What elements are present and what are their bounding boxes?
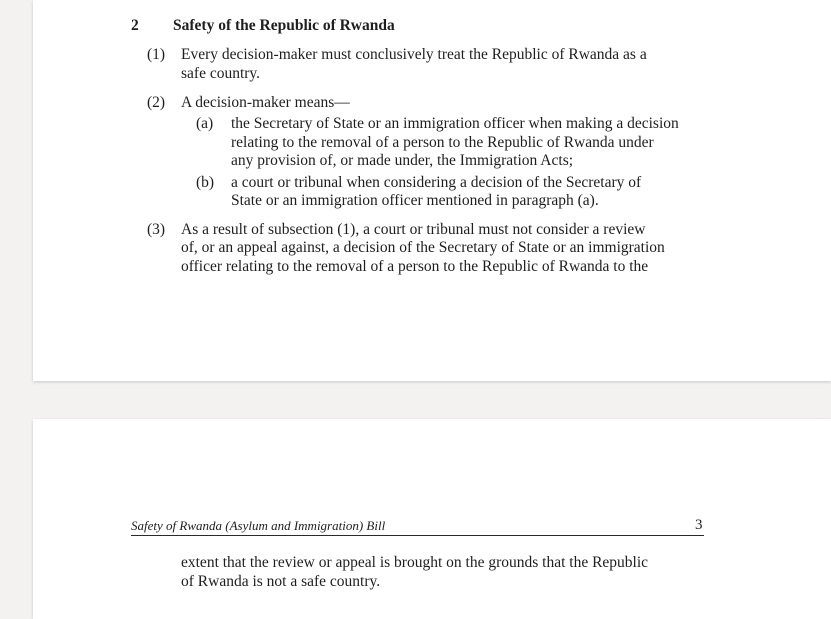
subsection-label-3: (3) <box>147 221 166 238</box>
paragraph-a-line-1: the Secretary of State or an immigration officer when making a decision <box>231 115 679 132</box>
paragraph-b-line-2: State or an immigration officer mentioned in paragraph (a). <box>231 192 599 209</box>
running-header-title: Safety of Rwanda (Asylum and Immigration) Bill <box>131 518 386 533</box>
subsection-2-line-1: A decision-maker means— <box>181 94 350 111</box>
subsection-3-line-3: officer relating to the removal of a person to the Republic of Rwanda to the <box>181 258 649 275</box>
subsection-1-line-1: Every decision-maker must conclusively treat the Republic of Rwanda as a <box>181 46 647 63</box>
continuation-line-1: extent that the review or appeal is brought on the grounds that the Republic <box>181 554 649 571</box>
subsection-label-1: (1) <box>147 46 166 63</box>
section-heading: Safety of the Republic of Rwanda <box>173 17 395 34</box>
section-number: 2 <box>131 17 139 34</box>
subsection-3-line-2: of, or an appeal against, a decision of the Secretary of State or an immigration <box>181 239 665 256</box>
paragraph-label-b: (b) <box>196 174 215 191</box>
subsection-3-line-1: As a result of subsection (1), a court or tribunal must not consider a review <box>181 221 646 238</box>
continuation-line-2: of Rwanda is not a safe country. <box>181 573 381 590</box>
paragraph-a-line-2: relating to the removal of a person to the Republic of Rwanda under <box>231 134 654 151</box>
paragraph-label-a: (a) <box>196 115 214 132</box>
header-rule <box>131 535 704 536</box>
paragraph-b-line-1: a court or tribunal when considering a decision of the Secretary of <box>231 174 642 191</box>
subsection-1-line-2: safe country. <box>181 65 261 82</box>
page-number: 3 <box>695 517 703 533</box>
paragraph-a-line-3: any provision of, or made under, the Immigration Acts; <box>231 152 574 169</box>
subsection-label-2: (2) <box>147 94 166 111</box>
